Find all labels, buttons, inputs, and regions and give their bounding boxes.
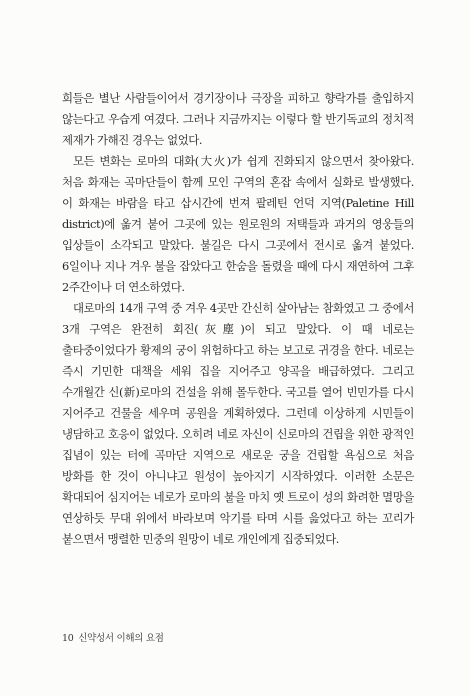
page-number: 10: [62, 633, 74, 644]
body-paragraph-1: 희들은 별난 사람들이어서 경기장이나 극장을 피하고 향락가를 출입하지 않는다고 우습게 여겼다. 그러나 지금까지는 이렇다 할 반기독교의 정치적 제재가 가해진 경우는 없었다.: [62, 91, 414, 147]
body-paragraph-2: 모든 변화는 로마의 대화(大火)가 쉽게 진화되지 않으면서 찾아왔다. 처음 화재는 곡마단들이 함께 모인 구역의 혼잡 속에서 실화로 발생했다. 이 화재는 바람을 타고 삽시간에 번져 팔레틴 언덕 지역(Paletine Hill district)에 옮겨 붙어 그곳에 있는 원로원의 저택들과 과거의 영웅들의 입상들이 소각되고 말았다. 불길은 다시 그곳에서 전시로 옮겨 붙었다. 6일이나 지나 겨우 불을 잡았다고 한숨을 돌렸을 때에 다시 재연하여 그후 2주간이나 더 연소하였다.: [62, 154, 414, 294]
page-footer: [62, 630, 164, 644]
body-paragraph-3: 대로마의 14개 구역 중 겨우 4곳만 간신히 살아남는 참화였고 그 중에서 3개 구역은 완전히 회진(灰塵)이 되고 말았다. 이 때 네로는 출타중이었다가 황제의 궁이 위험하다고 하는 보고로 귀경을 한다. 네로는 즉시 기민한 대책을 세워 집을 지어주고 양곡을 배급하였다. 그리고 수개월간 신(新)로마의 건설을 위해 몰두한다. 국고를 열어 빈민가를 다시 지어주고 건물을 세우며 공원을 계획하였다. 그런데 이상하게 시민들이 냉담하고 호응이 없었다. 오히려 네로 자신이 신로마의 건립을 위한 광적인 집념이 있는 터에 곡마단 지역으로 새로운 궁을 건립할 욕심으로 처음 방화를 한 것이 아니냐고 원성이 높아지기 시작하였다. 이러한 소문은 확대되어 심지어는 네로가 로마의 불을 마치 옛 트로이 성의 화려한 멸망을 연상하듯 무대 위에서 바라보며 악기를 타며 시를 읊었다고 하는 꼬리가 붙으면서 맹렬한 민중의 원망이 네로 개인에게 집중되었다.: [62, 301, 414, 546]
page-body: [62, 88, 414, 550]
running-title: 신약성서 이해의 요점: [78, 633, 164, 644]
